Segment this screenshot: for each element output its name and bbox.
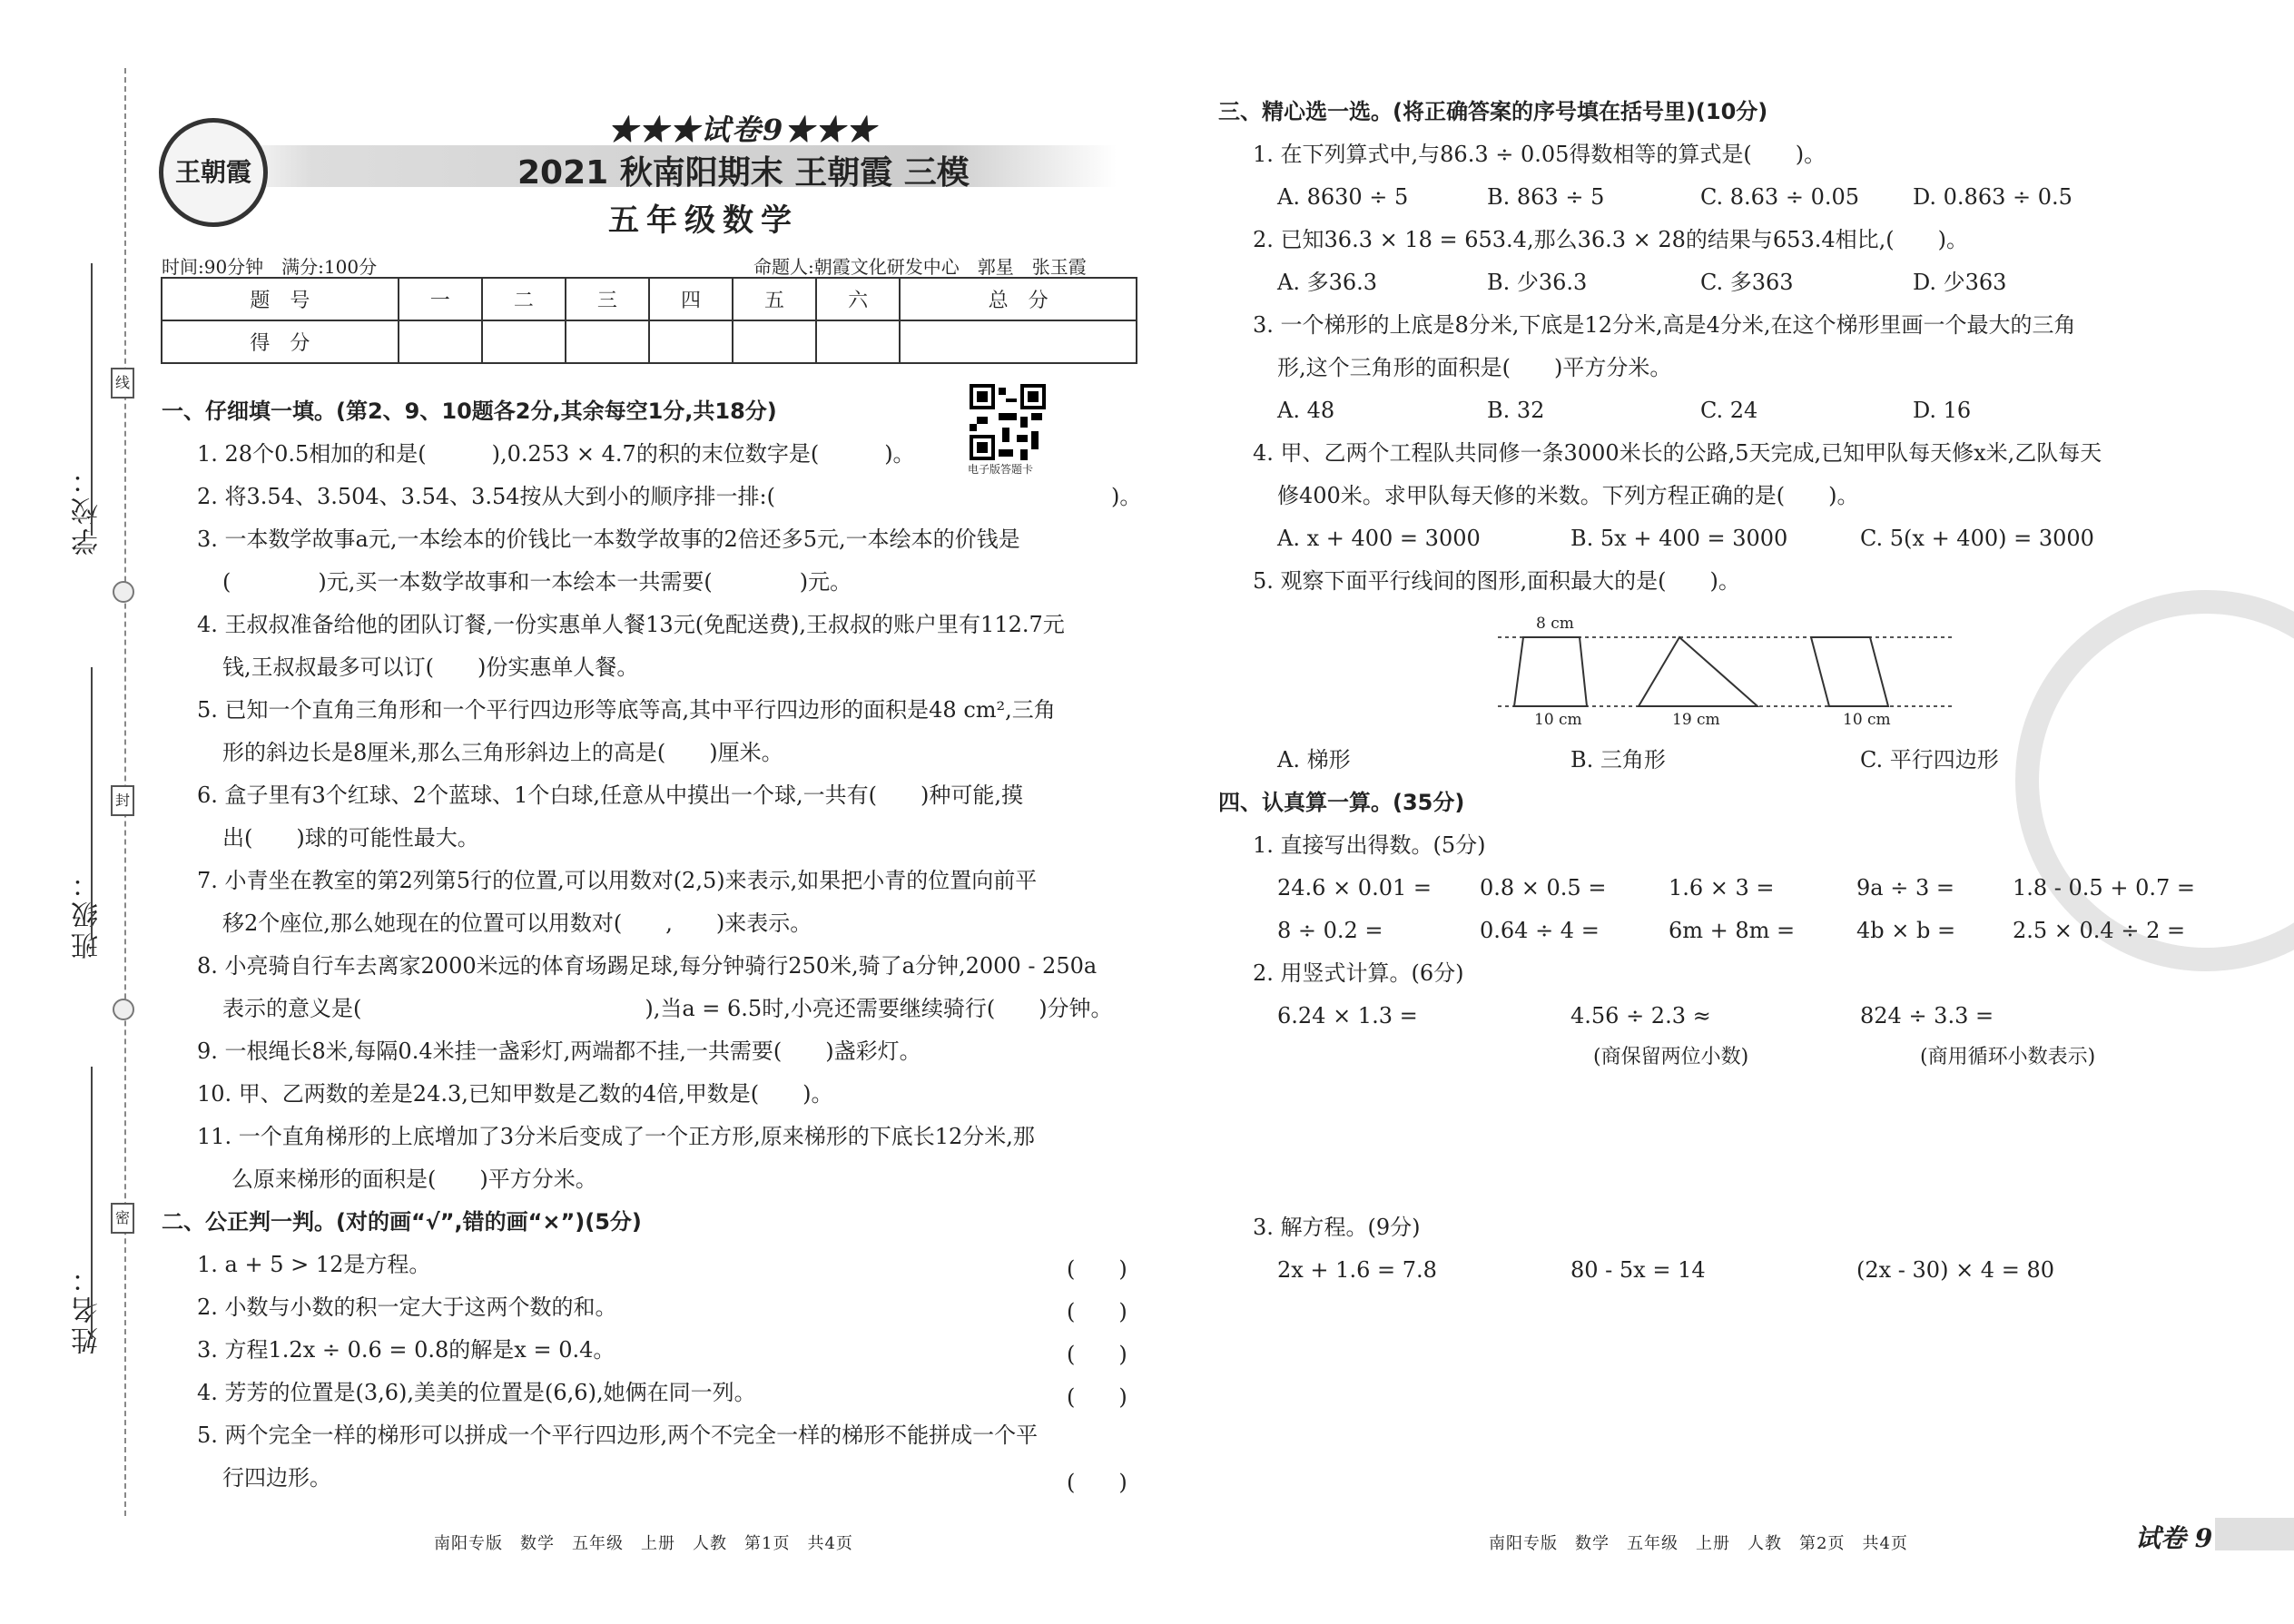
question-1-4-cont: 钱,王叔叔最多可以订( )份实惠单人餐。 — [222, 655, 639, 680]
judge-5-cont: 行四边形。 — [222, 1465, 331, 1491]
oral-calc: 1.8 - 0.5 + 0.7 = — [2013, 875, 2195, 901]
trapezoid-bottom-label: 10 cm — [1534, 711, 1582, 729]
choice-3-cont: 形,这个三角形的面积是( )平方分米。 — [1277, 355, 1672, 380]
choice-1-option-d: D. 0.863 ÷ 0.5 — [1913, 184, 2072, 210]
score-cell: 五 — [733, 278, 816, 320]
oral-calc: 6m + 8m = — [1669, 918, 1796, 943]
oral-calc: 0.64 ÷ 4 = — [1480, 918, 1600, 943]
parallelogram-base-label: 10 cm — [1843, 711, 1891, 729]
calc-3-title: 3. 解方程。(9分) — [1253, 1215, 1421, 1240]
question-1-8: 8. 小亮骑自行车去离家2000米远的体育场踢足球,每分钟骑行250米,骑了a分钟,2000 - 250a — [197, 953, 1098, 979]
binding-tag-line: 线 — [111, 368, 134, 399]
score-table — [161, 277, 1137, 364]
choice-4-cont: 修400米。求甲队每天修的米数。下列方程正确的是( )。 — [1277, 483, 1859, 508]
equation: 80 - 5x = 14 — [1570, 1257, 1706, 1283]
trapezoid-top-label: 8 cm — [1536, 615, 1574, 633]
choice-1-option-c: C. 8.63 ÷ 0.05 — [1700, 184, 1860, 210]
score-input-cell[interactable] — [733, 320, 816, 363]
question-1-1: 1. 28个0.5相加的和是( ),0.253 × 4.7的积的末位数字是( )。 — [197, 441, 915, 467]
score-input-cell[interactable] — [566, 320, 649, 363]
score-cell: 一 — [399, 278, 482, 320]
question-1-4: 4. 王叔叔准备给他的团队订餐,一份实惠单人餐13元(免配送费),王叔叔的账户里有112.7元 — [197, 612, 1065, 637]
judge-2: 2. 小数与小数的积一定大于这两个数的和。 — [197, 1294, 617, 1320]
question-1-6-cont: 出( )球的可能性最大。 — [222, 825, 479, 851]
choice-3-option-b: B. 32 — [1487, 398, 1545, 423]
score-cell: 总 分 — [900, 278, 1137, 320]
choice-2-option-c: C. 多363 — [1700, 270, 1794, 295]
choice-4: 4. 甲、乙两个工程队共同修一条3000米长的公路,5天完成,已知甲队每天修x米,乙队每天 — [1253, 440, 2102, 466]
answer-paren[interactable]: ( ) — [1067, 1299, 1127, 1324]
question-1-11-cont: 么原来梯形的面积是( )平方分米。 — [231, 1166, 597, 1192]
question-1-8-cont: 表示的意义是( ),当a = 6.5时,小亮还需要继续骑行( )分钟。 — [222, 996, 1113, 1021]
page-footer-left: 南阳专版 数学 五年级 上册 人教 第1页 共4页 — [434, 1534, 853, 1553]
triangle-base-label: 19 cm — [1672, 711, 1720, 729]
vertical-calc: 4.56 ÷ 2.3 ≈ — [1570, 1003, 1711, 1029]
equation: (2x - 30) × 4 = 80 — [1856, 1257, 2054, 1283]
oral-calc: 8 ÷ 0.2 = — [1277, 918, 1383, 943]
exam-subtitle: 五年级数学 — [608, 202, 799, 239]
choice-2: 2. 已知36.3 × 18 = 653.4,那么36.3 × 28的结果与653.4相比,( )。 — [1253, 227, 1968, 252]
paper-number: ★★★试卷9★★★ — [608, 113, 878, 147]
page-footer-right: 南阳专版 数学 五年级 上册 人教 第2页 共4页 — [1489, 1534, 1908, 1553]
score-cell: 三 — [566, 278, 649, 320]
class-underline — [91, 667, 93, 940]
question-1-11: 11. 一个直角梯形的上底增加了3分米后变成了一个正方形,原来梯形的下底长12分米,那 — [197, 1124, 1035, 1149]
question-1-2-end: )。 — [1111, 484, 1142, 509]
vertical-calc-note: (商保留两位小数) — [1593, 1046, 1749, 1068]
choice-4-option-a: A. x + 400 = 3000 — [1277, 526, 1481, 551]
binding-hole — [113, 581, 134, 603]
calc-2-title: 2. 用竖式计算。(6分) — [1253, 960, 1464, 986]
choice-2-option-a: A. 多36.3 — [1277, 270, 1378, 295]
judge-3: 3. 方程1.2x ÷ 0.6 = 0.8的解是x = 0.4。 — [197, 1337, 615, 1363]
oral-calc: 24.6 × 0.01 = — [1277, 875, 1432, 901]
qr-code[interactable] — [970, 384, 1046, 460]
triangle-shape — [1639, 637, 1757, 706]
question-1-2: 2. 将3.54、3.504、3.54、3.54按从大到小的顺序排一排:( — [197, 484, 775, 509]
answer-paren[interactable]: ( ) — [1067, 1256, 1127, 1282]
score-cell: 得 分 — [162, 320, 399, 363]
vertical-calc-note: (商用循环小数表示) — [1920, 1046, 2096, 1068]
choice-5: 5. 观察下面平行线间的图形,面积最大的是( )。 — [1253, 568, 1740, 594]
choice-1-option-a: A. 8630 ÷ 5 — [1277, 184, 1409, 210]
vertical-calc: 6.24 × 1.3 = — [1277, 1003, 1418, 1029]
parallelogram-shape — [1811, 637, 1888, 706]
name-label: 姓名： — [72, 1262, 103, 1354]
judge-4: 4. 芳芳的位置是(3,6),美美的位置是(6,6),她俩在同一列。 — [197, 1380, 756, 1405]
choice-4-option-b: B. 5x + 400 = 3000 — [1570, 526, 1788, 551]
score-input-cell[interactable] — [399, 320, 482, 363]
judge-5: 5. 两个完全一样的梯形可以拼成一个平行四边形,两个不完全一样的梯形不能拼成一个平 — [197, 1422, 1039, 1448]
paper-tag: 试卷 9 — [2135, 1523, 2213, 1553]
brand-logo: 王朝霞 — [159, 118, 268, 227]
question-1-7: 7. 小青坐在教室的第2列第5行的位置,可以用数对(2,5)来表示,如果把小青的位置向前平 — [197, 868, 1038, 893]
school-label: 学校： — [72, 463, 103, 556]
judge-1: 1. a + 5 > 12是方程。 — [197, 1252, 431, 1277]
oral-calc: 1.6 × 3 = — [1669, 875, 1775, 901]
question-1-5: 5. 已知一个直角三角形和一个平行四边形等底等高,其中平行四边形的面积是48 cm²,三角 — [197, 697, 1056, 723]
choice-2-option-b: B. 少36.3 — [1487, 270, 1588, 295]
score-input-cell[interactable] — [816, 320, 900, 363]
score-cell: 二 — [482, 278, 566, 320]
qr-caption: 电子版答题卡 — [968, 463, 1034, 476]
section-2-title: 二、公正判一判。(对的画“√”,错的画“×”)(5分) — [162, 1209, 642, 1235]
equation: 2x + 1.6 = 7.8 — [1277, 1257, 1437, 1283]
choice-3-option-a: A. 48 — [1277, 398, 1335, 423]
corner-bar — [2215, 1518, 2294, 1550]
trapezoid-shape — [1514, 637, 1587, 706]
score-input-cell[interactable] — [649, 320, 733, 363]
oral-calc: 9a ÷ 3 = — [1856, 875, 1954, 901]
question-1-5-cont: 形的斜边长是8厘米,那么三角形斜边上的高是( )厘米。 — [222, 740, 783, 765]
score-cell: 六 — [816, 278, 900, 320]
vertical-calc: 824 ÷ 3.3 = — [1860, 1003, 1994, 1029]
choice-5-option-b: B. 三角形 — [1570, 747, 1666, 773]
oral-calc: 2.5 × 0.4 ÷ 2 = — [2013, 918, 2186, 943]
score-input-cell[interactable] — [482, 320, 566, 363]
exam-authors: 命题人:朝霞文化研发中心 郭星 张玉霞 — [753, 256, 1087, 278]
section-1-title: 一、仔细填一填。(第2、9、10题各2分,其余每空1分,共18分) — [162, 399, 777, 424]
choice-5-option-a: A. 梯形 — [1277, 747, 1351, 773]
section-4-title: 四、认真算一算。(35分) — [1218, 790, 1465, 815]
question-1-9: 9. 一根绳长8米,每隔0.4米挂一盏彩灯,两端都不挂,一共需要( )盏彩灯。 — [197, 1038, 921, 1064]
score-cell: 四 — [649, 278, 733, 320]
answer-paren[interactable]: ( ) — [1067, 1470, 1127, 1495]
class-label: 班级： — [72, 867, 103, 960]
binding-tag-seal: 封 — [111, 785, 134, 816]
name-underline — [91, 1067, 93, 1339]
binding-tag-secret: 密 — [111, 1203, 134, 1234]
binding-hole — [113, 999, 134, 1020]
question-1-6: 6. 盒子里有3个红球、2个蓝球、1个白球,任意从中摸出一个球,一共有( )种可能,摸 — [197, 782, 1023, 808]
choice-4-option-c: C. 5(x + 400) = 3000 — [1860, 526, 2094, 551]
choice-3-option-d: D. 16 — [1913, 398, 1972, 423]
question-1-10: 10. 甲、乙两数的差是24.3,已知甲数是乙数的4倍,甲数是( )。 — [197, 1081, 833, 1107]
score-input-cell[interactable] — [900, 320, 1137, 363]
question-1-3: 3. 一本数学故事a元,一本绘本的价钱比一本数学故事的2倍还多5元,一本绘本的价钱是 — [197, 527, 1020, 552]
choice-5-option-c: C. 平行四边形 — [1860, 747, 1999, 773]
score-table-score-row — [162, 320, 1137, 363]
choice-1-option-b: B. 863 ÷ 5 — [1487, 184, 1605, 210]
oral-calc: 0.8 × 0.5 = — [1480, 875, 1607, 901]
secret-stamp-watermark — [2015, 590, 2294, 971]
answer-paren[interactable]: ( ) — [1067, 1384, 1127, 1410]
score-cell: 题 号 — [162, 278, 399, 320]
question-1-7-cont: 移2个座位,那么她现在的位置可以用数对( , )来表示。 — [222, 910, 812, 936]
exam-title: 2021 秋南阳期末 王朝霞 三模 — [517, 154, 970, 192]
section-3-title: 三、精心选一选。(将正确答案的序号填在括号里)(10分) — [1218, 99, 1768, 124]
choice-3: 3. 一个梯形的上底是8分米,下底是12分米,高是4分米,在这个梯形里画一个最大的三角 — [1253, 312, 2076, 338]
school-underline — [91, 263, 93, 536]
score-table-header-row — [162, 278, 1137, 320]
answer-paren[interactable]: ( ) — [1067, 1342, 1127, 1367]
choice-3-option-c: C. 24 — [1700, 398, 1758, 423]
choice-2-option-d: D. 少363 — [1913, 270, 2007, 295]
oral-calc: 4b × b = — [1856, 918, 1956, 943]
exam-time: 时间:90分钟 满分:100分 — [162, 256, 378, 278]
choice-1: 1. 在下列算式中,与86.3 ÷ 0.05得数相等的算式是( )。 — [1253, 142, 1826, 167]
question-1-3-cont: ( )元,买一本数学故事和一本绘本一共需要( )元。 — [222, 569, 852, 595]
calc-1-title: 1. 直接写出得数。(5分) — [1253, 832, 1486, 858]
